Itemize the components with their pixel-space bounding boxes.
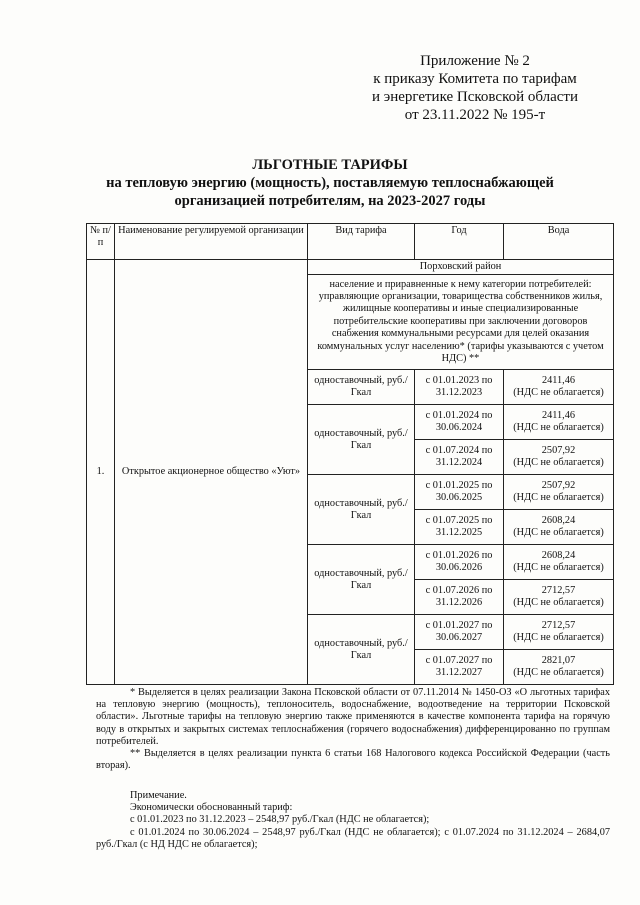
header-water: Вода (504, 224, 614, 260)
period-cell: с 01.01.2024 по 30.06.2024 (415, 405, 504, 440)
tariff-value: 2411,46 (541, 410, 576, 421)
appendix-committee-line: и энергетике Псковской области (371, 89, 579, 105)
period-cell: с 01.01.2025 по 30.06.2025 (415, 475, 504, 510)
period-cell: с 01.07.2027 по 31.12.2027 (415, 650, 504, 685)
organization-name: Открытое акционерное общество «Уют» (115, 260, 308, 685)
water-tariff-cell (504, 545, 614, 580)
water-tariff-cell (504, 370, 614, 405)
appendix-title: Приложение № 2 (420, 53, 530, 69)
row-number: 1. (87, 260, 115, 685)
vat-note: (НДС не облагается) (513, 492, 604, 503)
water-tariff-cell (504, 580, 614, 615)
period-cell: с 01.01.2023 по 31.12.2023 (415, 370, 504, 405)
vat-note: (НДС не облагается) (513, 597, 604, 608)
table-header-row (87, 224, 614, 260)
tariff-value: 2411,46 (541, 375, 576, 386)
consumer-category: население и приравненные к нему категории потребителей: управляющие организации, товарищества собственников жилья, жилищные кооперативы и иные специализированные потребительские кооперативы при заключении договоров снабжения коммунальными ресурсами для целей оказания коммунальных услуг населению* (тарифы указываются с учетом НДС) ** (308, 275, 614, 370)
header-organization: Наименование регулируемой организации (115, 224, 308, 260)
tariff-value: 2608,24 (541, 515, 576, 526)
footnote-2: ** Выделяется в целях реализации пункта 6 статьи 168 Налогового кодекса Российской Федерации (часть вторая). (96, 748, 610, 772)
title-line-3: организацией потребителям, на 2023-2027 годы (174, 193, 486, 209)
header-tariff-type: Вид тарифа (308, 224, 415, 260)
tariff-type: одноставочный, руб./Гкал (308, 615, 415, 685)
district-name: Порховский район (308, 260, 614, 275)
water-tariff-cell (504, 615, 614, 650)
tariff-value: 2821,07 (541, 655, 576, 666)
period-cell: с 01.07.2024 по 31.12.2024 (415, 440, 504, 475)
footnotes (96, 687, 610, 772)
vat-note: (НДС не облагается) (513, 457, 604, 468)
tariff-type: одноставочный, руб./Гкал (308, 405, 415, 475)
water-tariff-cell (504, 650, 614, 685)
document-title (60, 156, 600, 210)
remark-heading: Примечание. (130, 790, 187, 801)
period-cell: с 01.01.2026 по 30.06.2026 (415, 545, 504, 580)
tariff-value: 2507,92 (541, 480, 576, 491)
vat-note: (НДС не облагается) (513, 562, 604, 573)
period-cell: с 01.07.2026 по 31.12.2026 (415, 580, 504, 615)
tariff-table (86, 223, 614, 685)
tariff-value: 2712,57 (541, 585, 576, 596)
vat-note: (НДС не облагается) (513, 667, 604, 678)
vat-note: (НДС не облагается) (513, 387, 604, 398)
water-tariff-cell (504, 440, 614, 475)
district-row (87, 260, 614, 275)
tariff-value: 2507,92 (541, 445, 576, 456)
appendix-order-line: к приказу Комитета по тарифам (373, 71, 577, 87)
header-year: Год (415, 224, 504, 260)
tariff-type: одноставочный, руб./Гкал (308, 370, 415, 405)
tariff-value: 2712,57 (541, 620, 576, 631)
header-number: № п/п (87, 224, 115, 260)
vat-note: (НДС не облагается) (513, 422, 604, 433)
water-tariff-cell (504, 405, 614, 440)
water-tariff-cell (504, 510, 614, 545)
tariff-type: одноставочный, руб./Гкал (308, 545, 415, 615)
remark-line-1: с 01.01.2023 по 31.12.2023 – 2548,97 руб./Гкал (НДС не облагается); (130, 814, 430, 826)
remark-subheading: Экономически обоснованный тариф: (130, 802, 293, 814)
footnote-1: * Выделяется в целях реализации Закона Псковской области от 07.11.2014 № 1450-ОЗ «О льготных тарифах на тепловую энергию (мощность), теплоноситель, водоснабжение, водоотведение на территории Псковской области». Льготные тарифы на тепловую энергию также применяются в качестве компонента тарифа на горячую воду в открытых и закрытых системах теплоснабжения (горячего водоснабжения) дифференцированно по группам потребителей. (96, 687, 610, 747)
vat-note: (НДС не облагается) (513, 632, 604, 643)
period-cell: с 01.07.2025 по 31.12.2025 (415, 510, 504, 545)
title-line-2: на тепловую энергию (мощность), поставляемую теплоснабжающей (106, 175, 554, 191)
vat-note: (НДС не облагается) (513, 527, 604, 538)
appendix-header (340, 52, 610, 124)
tariff-type: одноставочный, руб./Гкал (308, 475, 415, 545)
water-tariff-cell (504, 475, 614, 510)
title-line-1: ЛЬГОТНЫЕ ТАРИФЫ (252, 157, 408, 173)
period-cell: с 01.01.2027 по 30.06.2027 (415, 615, 504, 650)
appendix-date-line: от 23.11.2022 № 195-т (404, 107, 546, 123)
remark-section (96, 790, 610, 851)
tariff-value: 2608,24 (541, 550, 576, 561)
remark-line-2: с 01.01.2024 по 30.06.2024 – 2548,97 руб./Гкал (НДС не облагается); с 01.07.2024 по 31.12.2024 – 2684,07 руб./Гкал (с НД НДС не облагается); (96, 826, 610, 850)
